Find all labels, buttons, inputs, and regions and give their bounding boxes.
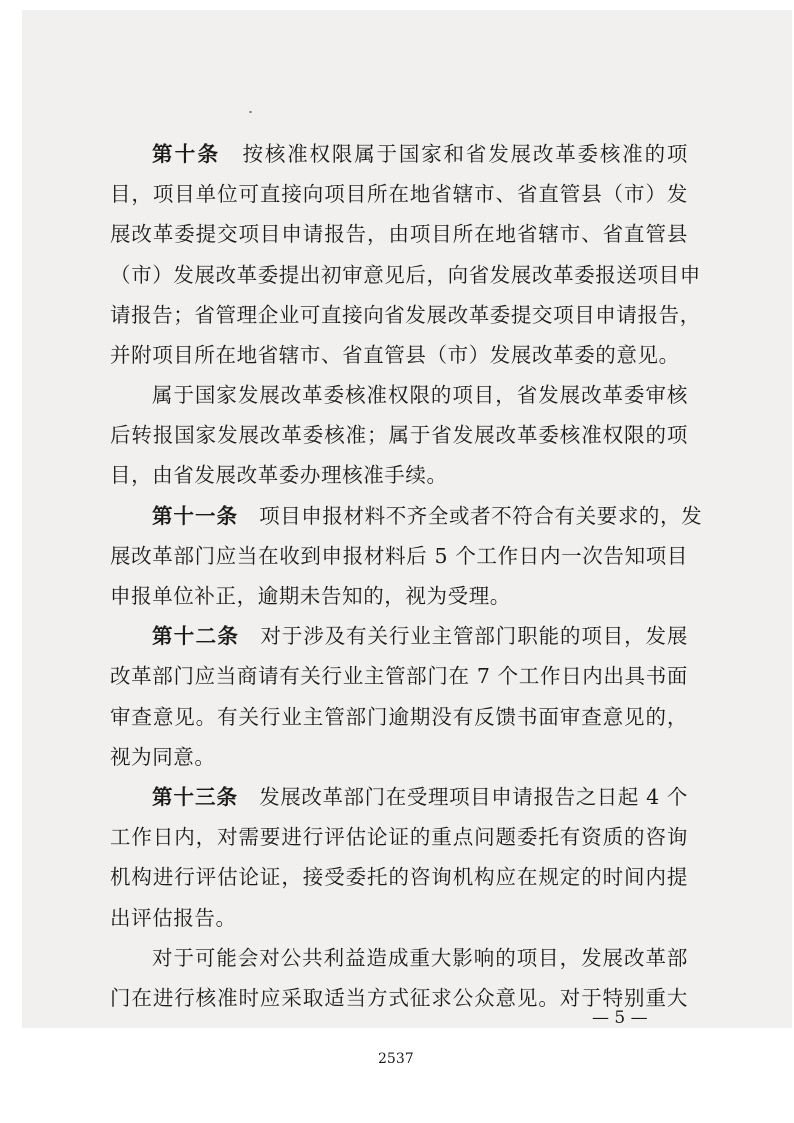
article-heading: 第十三条 bbox=[152, 785, 239, 809]
body-line: 申报单位补正，逾期未告知的，视为受理。 bbox=[110, 584, 511, 608]
article-heading: 第十二条 bbox=[152, 624, 240, 648]
body-line: 出评估报告。 bbox=[110, 906, 237, 930]
body-line: 改革部门应当商请有关行业主管部门在 7 个工作日内出具书面 bbox=[110, 664, 688, 688]
body-line: 后转报国家发展改革委核准；属于省发展改革委核准权限的项 bbox=[110, 423, 688, 447]
body-line bbox=[110, 498, 703, 534]
body-line: 目，项目单位可直接向项目所在地省辖市、省直管县（市）发 bbox=[110, 182, 688, 206]
line-text: 按核准权限属于国家和省发展改革委核准的项 bbox=[242, 142, 688, 166]
article-heading: 第十条 bbox=[152, 142, 221, 166]
scan-page-number: 2537 bbox=[378, 1051, 414, 1067]
body-line: （市）发展改革委提出初审意见后，向省发展改革委报送项目申 bbox=[110, 263, 701, 287]
body-line: 工作日内，对需要进行评估论证的重点问题委托有资质的咨询 bbox=[110, 825, 688, 849]
line-text: 项目申报材料不齐全或者不符合有关要求的，发 bbox=[259, 504, 703, 528]
body-line: 门在进行核准时应采取适当方式征求公众意见。对于特别重大 bbox=[110, 986, 688, 1010]
page-number: — 5 — bbox=[592, 1008, 648, 1028]
body-line: 展改革部门应当在收到申报材料后 5 个工作日内一次告知项目 bbox=[110, 544, 688, 568]
body-line bbox=[110, 136, 688, 172]
body-line: 目，由省发展改革委办理核准手续。 bbox=[110, 463, 448, 487]
body-line: 审查意见。有关行业主管部门逾期没有反馈书面审查意见的， bbox=[110, 705, 688, 729]
body-line bbox=[110, 779, 688, 815]
body-line: 属于国家发展改革委核准权限的项目，省发展改革委审核 bbox=[152, 383, 688, 407]
body-line: 并附项目所在地省辖市、省直管县（市）发展改革委的意见。 bbox=[110, 343, 680, 367]
body-line: 视为同意。 bbox=[110, 745, 216, 769]
body-line: 对于可能会对公共利益造成重大影响的项目，发展改革部 bbox=[152, 946, 688, 970]
body-line: 展改革委提交项目申请报告，由项目所在地省辖市、省直管县 bbox=[110, 222, 688, 246]
scan-speck bbox=[249, 111, 252, 113]
body-line: 机构进行评估论证，接受委托的咨询机构应在规定的时间内提 bbox=[110, 865, 688, 889]
line-text: 对于涉及有关行业主管部门职能的项目，发展 bbox=[260, 624, 689, 648]
article-heading: 第十一条 bbox=[152, 504, 238, 528]
body-line bbox=[110, 618, 688, 654]
line-text: 发展改革部门在受理项目申请报告之日起 4 个 bbox=[259, 785, 689, 809]
body-line: 请报告；省管理企业可直接向省发展改革委提交项目申请报告， bbox=[110, 303, 701, 327]
